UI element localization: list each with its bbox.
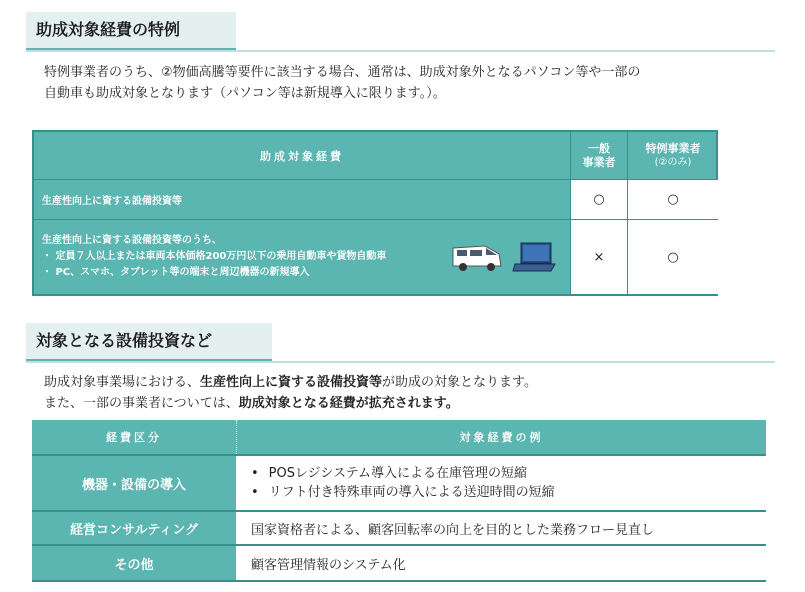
table1-row2-special-mark: ○ [628, 220, 718, 294]
table1-row1-general-mark: ○ [571, 180, 627, 219]
table1-row2-line1: 生産性向上に資する設備投資等のうち、 [42, 235, 222, 246]
table1-header-general: 一般 事業者 [582, 141, 616, 169]
table2-row1-item1: POSレジシステム導入による在庫管理の短縮 [268, 466, 528, 481]
table2-header-right: 対象経費の例 [236, 420, 766, 454]
van-icon [449, 240, 505, 274]
section1-title: 助成対象経費の特例 [36, 20, 181, 39]
table2-row2-item1: 国家資格者による、顧客回転率の向上を目的とした業務フロー見直し [251, 522, 655, 538]
table2-row3-item1: 顧客管理情報のシステム化 [251, 557, 406, 573]
table2-row1-label: 機器・設備の導入 [32, 456, 236, 510]
section1-rule [26, 50, 775, 52]
table2-row1-items: • POSレジシステム導入による在庫管理の短縮 • リフト付き特殊車両の導入による送迎時間の短縮 [236, 456, 766, 510]
section2-rule [26, 361, 775, 363]
table1-row2-general-mark: × [571, 220, 627, 294]
section2-p1: 助成対象事業場における、生産性向上に資する設備投資等が助成の対象となります。 [44, 375, 537, 390]
table1-header-special: 特例事業者 (②のみ) [645, 141, 701, 168]
table1-row1-label: 生産性向上に資する設備投資等 [34, 180, 570, 219]
table2-row-3 [32, 546, 766, 580]
table2-row2-items [236, 512, 766, 544]
table1-header-row [34, 132, 716, 180]
laptop-icon [511, 240, 559, 274]
table1-row-2 [34, 220, 716, 294]
expense-category-table [32, 420, 766, 582]
section1-desc-line2: 自動車も助成対象となります（パソコン等は新規導入に限ります。）。 [44, 86, 446, 101]
section1-description [44, 62, 640, 104]
section2-p2: また、一部の事業者については、助成対象となる経費が拡充されます。 [44, 396, 459, 411]
section2-title: 対象となる設備投資など [36, 331, 213, 350]
table1-row1-special-mark: ○ [628, 180, 718, 219]
table2-row-1 [32, 456, 766, 510]
table2-row-2 [32, 512, 766, 544]
section-title-special-expenses [26, 12, 236, 51]
table1-row2-label [34, 220, 570, 294]
table2-row3-label: その他 [32, 546, 236, 580]
table1-row2-line3: ・ PC、スマホ、タブレット等の端末と周辺機器の新規導入 [42, 267, 310, 278]
section-title-target-investments [26, 323, 272, 362]
table1-header-main: 助成対象経費 [260, 149, 344, 163]
special-expenses-table [32, 130, 718, 296]
table2-row2-label: 経営コンサルティング [32, 512, 236, 544]
table2-row1-item2: リフト付き特殊車両の導入による送迎時間の短縮 [268, 485, 555, 500]
table1-row-1 [34, 180, 716, 220]
table2-header-left: 経費区分 [32, 420, 236, 454]
table2-row3-items [236, 546, 766, 580]
table2-header-row [32, 420, 766, 454]
section1-desc-line1: 特例事業者のうち、②物価高騰等要件に該当する場合、通常は、助成対象外となるパソコン等や一部の [44, 65, 641, 80]
section2-description [44, 372, 537, 414]
table1-row2-line2: ・ 定員７人以上または車両本体価格200万円以下の乗用自動車や貨物自動車 [42, 251, 387, 262]
